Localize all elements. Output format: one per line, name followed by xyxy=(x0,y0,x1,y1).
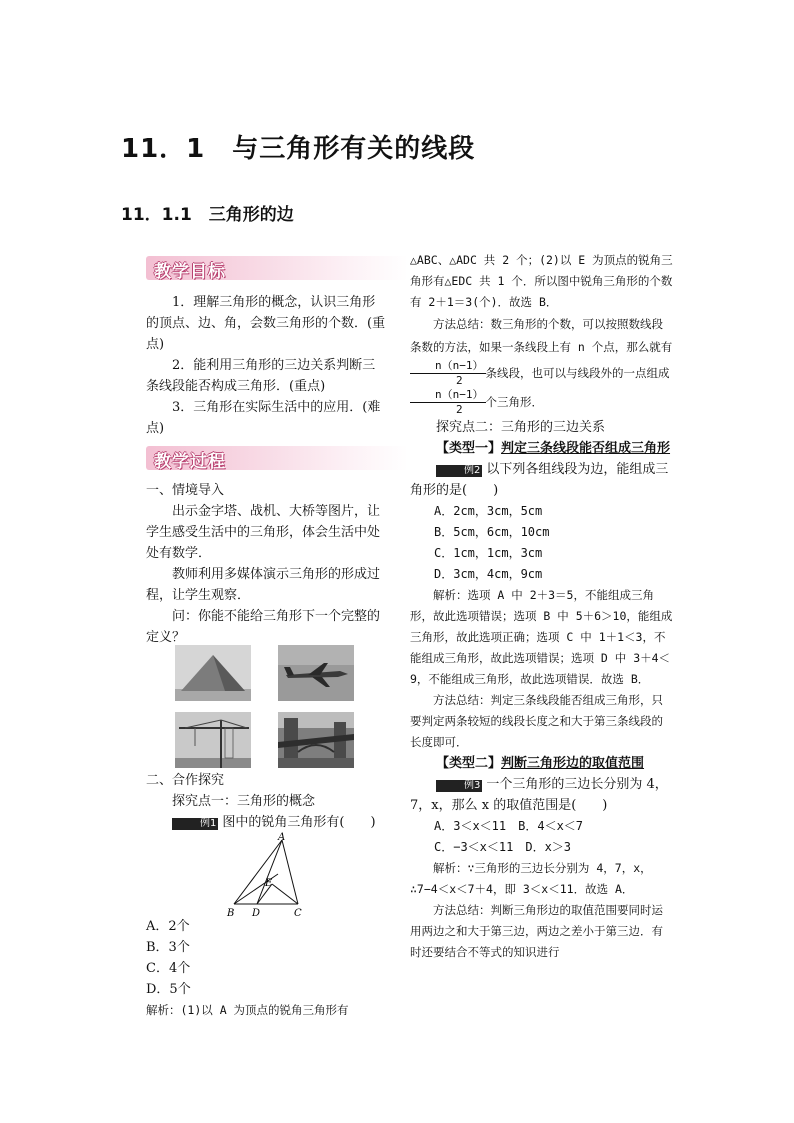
example-2-question: 以下列各组线段为边，能组成三角形的是( ) xyxy=(410,462,669,498)
intro-paragraph: 出示金字塔、战机、大桥等图片，让学生感受生活中的三角形，体会生活中处处有数学． xyxy=(146,504,381,561)
bridge-photo xyxy=(278,712,354,768)
example-1-tag: 例1 xyxy=(172,818,218,830)
example-1-analysis-cont: △ABC、△ADC 共 2 个；(2)以 E 为顶点的锐角三角形有△EDC 共 1 个．所以图中锐角三角形的个数有 2＋1＝3(个)．故选 B． xyxy=(410,253,673,309)
explore-point-2: 探究点二：三角形的三边关系 xyxy=(436,420,606,435)
option: C．1cm，1cm，3cm xyxy=(434,546,543,560)
goal-item: 3．三角形在实际生活中的应用．(难点) xyxy=(146,400,381,436)
goals-banner xyxy=(146,256,408,280)
process-banner xyxy=(146,446,408,470)
goal-item: 2．能利用三角形的三边关系判断三条线段能否构成三角形．(重点) xyxy=(146,358,376,394)
goal-item: 1．理解三角形的概念，认识三角形的顶点、边、角，会数三角形的个数．(重点) xyxy=(146,295,386,352)
method-summary-1: 方法总结：数三角形的个数，可以按照数线段条数的方法，如果一条线段上有 n 个点，那么就有 $\frac{n(n-1)}{2}$ 条线段，也可以与线段外的一点组成 $\frac{n(n-1)}{2}$ 个三角形． xyxy=(410,317,673,416)
section-title: 11．1 与三角形有关的线段 xyxy=(121,134,476,164)
options-row: A．3＜x＜11 B．4＜x＜7 xyxy=(434,819,584,833)
label-d: D xyxy=(252,908,261,918)
option: C．4个 xyxy=(146,961,191,976)
method-summary-2: 方法总结：判定三条线段能否组成三角形，只要判定两条较短的线段长度之和大于第三条线段的长度即可． xyxy=(410,693,663,749)
type-1-tag: 【类型一】 xyxy=(436,441,502,456)
subsection-title: 11．1.1 三角形的边 xyxy=(121,205,294,225)
pyramid-photo xyxy=(175,645,251,701)
label-b: B xyxy=(227,908,235,918)
intro-heading: 一、情境导入 xyxy=(146,483,225,498)
option: A．2cm，3cm，5cm xyxy=(434,504,543,518)
example-1-analysis-start: 解析：(1)以 A 为顶点的锐角三角形有 xyxy=(146,1003,349,1017)
intro-section xyxy=(146,480,386,648)
intro-question: 问：你能不能给三角形下一个完整的定义？ xyxy=(146,609,381,645)
example-1-options xyxy=(146,916,391,1021)
explore-point-1: 探究点一：三角形的概念 xyxy=(172,794,316,809)
goals-list xyxy=(146,292,386,439)
option: D．5个 xyxy=(146,982,191,997)
example-2-tag: 例2 xyxy=(436,465,482,477)
right-column xyxy=(410,250,674,963)
example-3-tag: 例3 xyxy=(436,780,482,792)
fraction: $\frac{n(n-1)}{2}$ xyxy=(410,388,486,417)
crane-photo xyxy=(175,712,251,768)
triangle-figure xyxy=(224,832,314,918)
fighter-jet-photo xyxy=(278,645,354,701)
option: A．2个 xyxy=(146,919,190,934)
example-1-question: 图中的锐角三角形有( ) xyxy=(222,815,376,830)
explore-heading: 二、合作探究 xyxy=(146,773,225,788)
type-2-title: 判断三角形边的取值范围 xyxy=(501,756,645,771)
type-1-title: 判定三条线段能否组成三角形 xyxy=(501,441,671,456)
option: D．3cm，4cm，9cm xyxy=(434,567,543,581)
fraction: $\frac{n(n-1)}{2}$ xyxy=(410,359,486,388)
label-e: E xyxy=(265,878,273,889)
label-c: C xyxy=(294,908,302,918)
example-3-analysis: 解析：∵三角形的三边长分别为 4，7，x，∴7−4＜x＜7＋4，即 3＜x＜11．故选 A． xyxy=(410,861,652,896)
example-3-question: 一个三角形的三边长分别为 4，7，x，那么 x 的取值范围是( ) xyxy=(410,777,668,813)
option: B．5cm，6cm，10cm xyxy=(434,525,550,539)
explore-section xyxy=(146,770,386,833)
example-2-analysis: 解析：选项 A 中 2＋3＝5，不能组成三角形，故此选项错误；选项 B 中 5＋6＞10，能组成三角形，故此选项正确；选项 C 中 1＋1＜3，不能组成三角形，故此选项错误；选项 D 中 3＋4＜9，不能组成三角形，故此选项错误．故选 B． xyxy=(410,588,673,686)
method-summary-3: 方法总结：判断三角形边的取值范围要同时运用两边之和大于第三边，两边之差小于第三边．有时还要结合不等式的知识进行 xyxy=(410,903,663,959)
label-a: A xyxy=(278,832,286,843)
goals-banner-label: 教学目标 xyxy=(154,262,226,282)
option: B．3个 xyxy=(146,940,190,955)
intro-paragraph: 教师利用多媒体演示三角形的形成过程，让学生观察． xyxy=(146,567,381,603)
options-row: C．−3＜x＜11 D．x＞3 xyxy=(434,840,572,854)
type-2-tag: 【类型二】 xyxy=(436,756,502,771)
process-banner-label: 教学过程 xyxy=(154,452,226,472)
